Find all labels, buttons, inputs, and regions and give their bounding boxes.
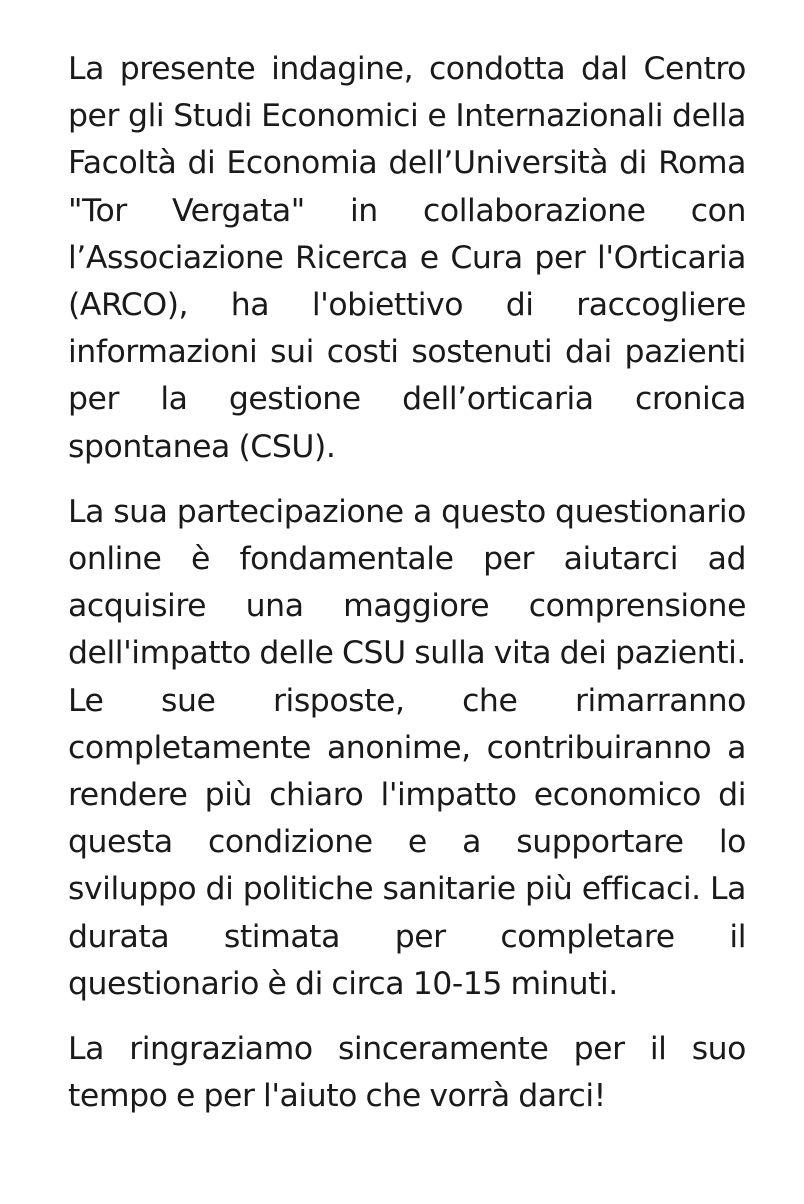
intro-paragraph-thanks: La ringraziamo sinceramente per il suo tempo e per l'aiuto che vorrà darci!	[68, 1031, 746, 1115]
intro-paragraph-purpose: La presente indagine, condotta dal Centro per gli Studi Economici e Internazionali della Facoltà di Economia dell’Università di Roma "Tor Vergata" in collaborazione con l’Associazione Ricerca e Cura per l'Orticaria (ARCO), ha l'obiettivo di raccogliere informazioni sui costi sostenuti dai pazienti per la gestione dell’orticaria cronica spontanea (CSU).	[68, 51, 746, 465]
survey-intro-text	[68, 46, 746, 1120]
intro-paragraph-participation: La sua partecipazione a questo questionario online è fondamentale per aiutarci ad acquisire una maggiore comprensione dell'impatto delle CSU sulla vita dei pazienti. Le sue risposte, che rimarranno completamente anonime, contribuiranno a rendere più chiaro l'impatto economico di questa condizione e a supportare lo sviluppo di politiche sanitarie più efficaci. La durata stimata per completare il questionario è di circa 10-15 minuti.	[68, 493, 746, 1002]
